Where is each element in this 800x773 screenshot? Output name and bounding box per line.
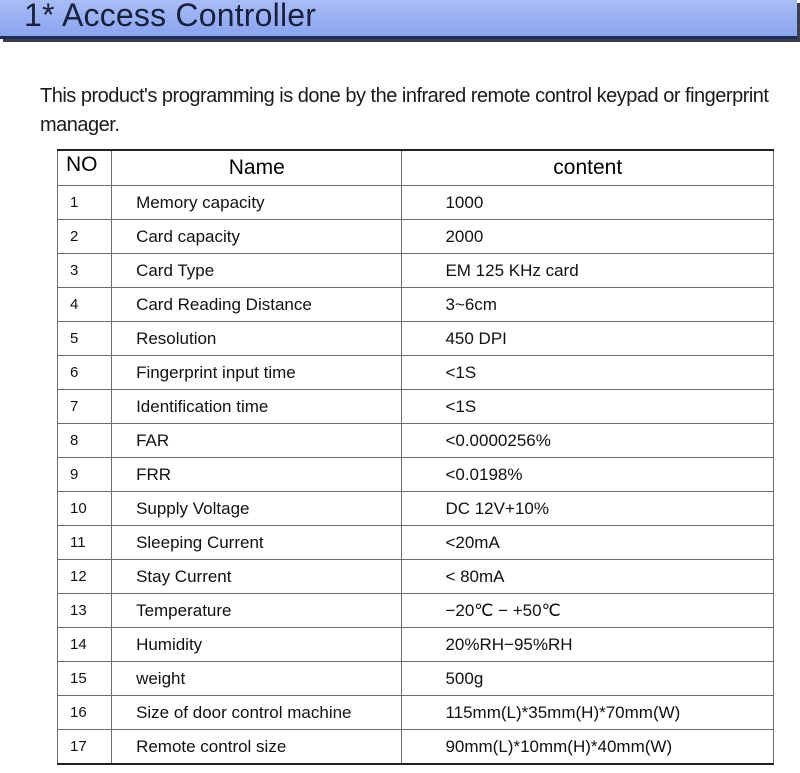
row-number: 6 (58, 356, 112, 390)
row-number: 9 (58, 458, 112, 492)
header-name: Name (112, 150, 402, 186)
row-name: Temperature (112, 594, 402, 628)
table-row (58, 254, 774, 288)
row-content: 3~6cm (402, 288, 774, 322)
row-content: <1S (402, 356, 774, 390)
table-row (58, 662, 774, 696)
row-number: 16 (58, 696, 112, 730)
row-number: 11 (58, 526, 112, 560)
row-name: Stay Current (112, 560, 402, 594)
row-number: 13 (58, 594, 112, 628)
table-row (58, 628, 774, 662)
table-row (58, 526, 774, 560)
row-number: 4 (58, 288, 112, 322)
row-content: 2000 (402, 220, 774, 254)
header-content: content (402, 150, 774, 186)
row-number: 5 (58, 322, 112, 356)
row-number: 17 (58, 730, 112, 765)
row-name: Supply Voltage (112, 492, 402, 526)
table-header-row (58, 150, 774, 186)
row-content: EM 125 KHz card (402, 254, 774, 288)
row-name: Fingerprint input time (112, 356, 402, 390)
row-name: Size of door control machine (112, 696, 402, 730)
table-row (58, 424, 774, 458)
title-bar (0, 0, 797, 39)
table-row (58, 288, 774, 322)
intro-text: This product's programming is done by the infrared remote control keypad or fingerprint manager. (40, 85, 769, 136)
spec-table (57, 149, 774, 765)
row-content: <1S (402, 390, 774, 424)
table-row (58, 730, 774, 765)
row-content: 115mm(L)*35mm(H)*70mm(W) (402, 696, 774, 730)
row-content: 1000 (402, 186, 774, 220)
row-name: weight (112, 662, 402, 696)
row-name: Resolution (112, 322, 402, 356)
row-number: 10 (58, 492, 112, 526)
spec-table-body (58, 186, 774, 765)
row-number: 14 (58, 628, 112, 662)
row-name: Remote control size (112, 730, 402, 765)
row-number: 3 (58, 254, 112, 288)
table-row (58, 186, 774, 220)
row-content: DC 12V+10% (402, 492, 774, 526)
row-number: 7 (58, 390, 112, 424)
row-number: 1 (58, 186, 112, 220)
header-no: NO (58, 150, 112, 186)
row-name: Card Type (112, 254, 402, 288)
row-name: Humidity (112, 628, 402, 662)
table-row (58, 492, 774, 526)
row-number: 12 (58, 560, 112, 594)
row-number: 8 (58, 424, 112, 458)
row-number: 2 (58, 220, 112, 254)
table-row (58, 356, 774, 390)
row-content: < 80mA (402, 560, 774, 594)
row-content: −20℃ − +50℃ (402, 594, 774, 628)
table-row (58, 594, 774, 628)
row-number: 15 (58, 662, 112, 696)
row-content: 500g (402, 662, 774, 696)
table-row (58, 458, 774, 492)
table-row (58, 390, 774, 424)
page-title: 1* Access Controller (24, 0, 317, 33)
row-content: 20%RH−95%RH (402, 628, 774, 662)
row-name: FRR (112, 458, 402, 492)
row-name: Identification time (112, 390, 402, 424)
table-row (58, 322, 774, 356)
row-name: Card capacity (112, 220, 402, 254)
table-row (58, 220, 774, 254)
row-name: Card Reading Distance (112, 288, 402, 322)
table-row (58, 560, 774, 594)
table-row (58, 696, 774, 730)
row-content: 90mm(L)*10mm(H)*40mm(W) (402, 730, 774, 765)
row-name: Memory capacity (112, 186, 402, 220)
row-content: <0.0198% (402, 458, 774, 492)
row-content: 450 DPI (402, 322, 774, 356)
row-name: FAR (112, 424, 402, 458)
row-name: Sleeping Current (112, 526, 402, 560)
row-content: <0.0000256% (402, 424, 774, 458)
row-content: <20mA (402, 526, 774, 560)
